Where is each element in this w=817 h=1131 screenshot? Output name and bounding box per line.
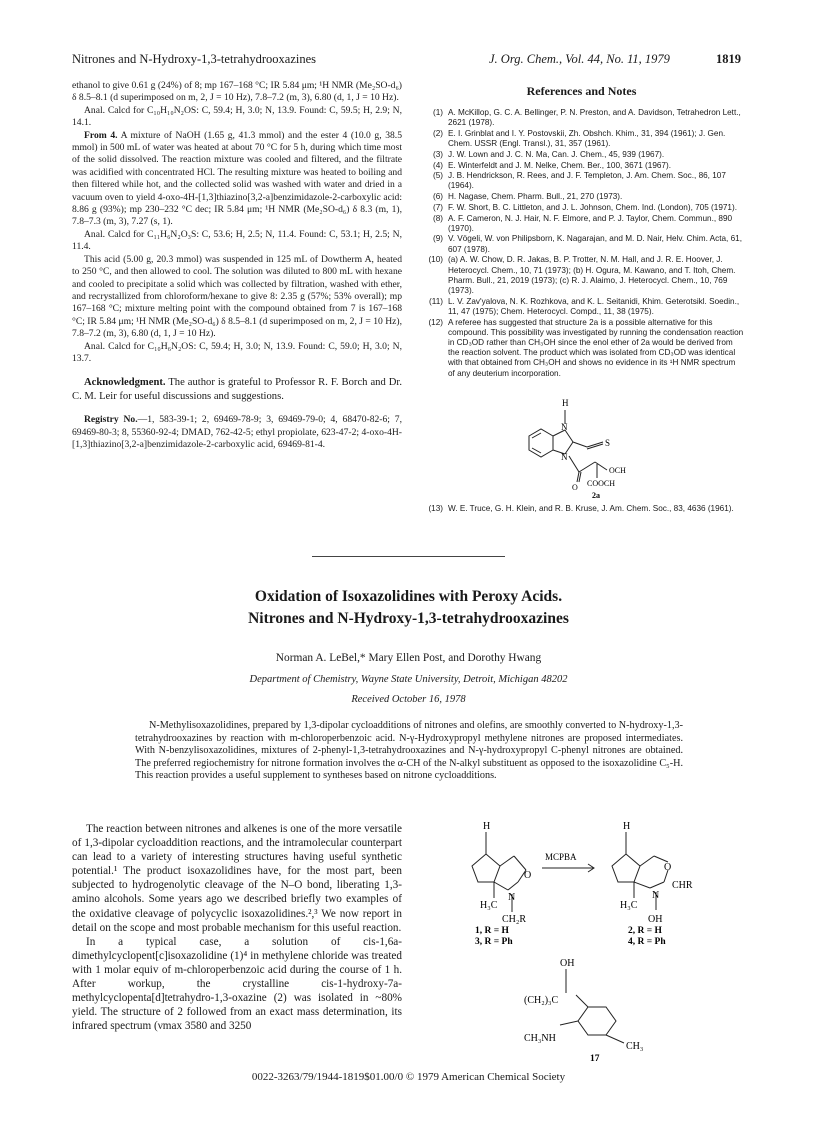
reference-item	[419, 255, 744, 296]
paragraph: ethanol to give 0.61 g (24%) of 8; mp 167–168 °C; IR 5.84 μm; ¹H NMR (Me₂SO-d₆) δ 8.5–8.1 (d superimposed on m, 2, J = 10 Hz), 7.8–7.2 (m, 3), 6.80 (d, 1, J = 10 Hz).	[72, 80, 402, 104]
reference-text: W. E. Truce, G. H. Klein, and R. B. Kruse, J. Am. Chem. Soc., 83, 4636 (1961).	[448, 504, 734, 513]
compound-label: 1, R = H	[475, 926, 509, 936]
references-section	[419, 80, 744, 379]
group-label: H₃C	[480, 900, 498, 911]
run-in-heading: From 4.	[84, 129, 118, 141]
reagent-label: MCPBA	[545, 852, 577, 862]
structure-2a-diagram	[517, 392, 677, 500]
page-number: 1819	[716, 52, 741, 66]
reference-number: (9)	[432, 234, 443, 244]
group-label: OH	[648, 914, 663, 925]
reference-text: J. W. Lown and J. C. N. Ma, Can. J. Chem., 45, 939 (1967).	[448, 149, 665, 159]
group-label: COOCH	[587, 479, 616, 488]
registry-text: —1, 583-39-1; 2, 69469-78-9; 3, 69469-79-0; 4, 68470-82-6; 7, 69469-80-3; 8, 55360-92-4; DMAD, 762-42-5; ethyl propiolate, 623-47-2; 4-oxo-4H-[1,3]thiazino[3,2-a]benzimidazole-2-carboxylic acid, 69469-81-4.	[72, 414, 402, 451]
running-head-title: Nitrones and N-Hydroxy-1,3-tetrahydrooxazines	[72, 52, 317, 66]
group-label: (CH₂)₃C	[524, 995, 559, 1006]
compound-label: 2a	[592, 491, 600, 500]
group-label: CH₂R	[502, 914, 527, 925]
paragraph-text: A mixture of NaOH (1.65 g, 41.3 mmol) and the ester 4 (10.0 g, 38.5 mmol) in 500 mL of water was heated at about 70 °C for 5 h, during which time most of the solid dissolved. The reaction mixture was cooled and filtered, and the filtrate was acidified with concentrated HCl. The resulting mixture was heated to boiling and then filtered while hot, and the collected solid was washed with water and dried in a vacuum oven to yield 4-oxo-4H-[1,3]thiazino[3,2-a]benzimidazole-2-carboxylic acid: 8.86 g (93%); mp 230–232 °C dec; IR 5.84 μm; ¹H NMR (Me₂SO-d₆) δ 8.3 (m, 1), 7.8–7.3 (m, 3), 7.27 (s, 1).	[72, 129, 403, 228]
cyclopentane-ring-left	[472, 854, 500, 882]
paragraph: The reaction between nitrones and alkenes is one of the more versatile of 1,3-dipolar cycloaddition reactions, and the intramolecular counterpart can lead to a variety of interesting structures having useful synthetic potential.¹ The product isoxazolidines have, for the most part, been subjected to hydrogenolytic cleavage of the N–O bond, liberating 1,3-amino alcohols. Some years ago we described briefly two examples of the oxidative cleavage of polycyclic isoxazolidines.²,³ We now report in detail on the scope and most probable mechanism for this useful reaction.	[72, 823, 402, 934]
article-body	[72, 822, 402, 1033]
authors: Norman A. LeBel,* Mary Ellen Post, and Dorothy Hwang	[275, 652, 542, 664]
article-title-line2: Nitrones and N-Hydroxy-1,3-tetrahydrooxazines	[248, 610, 569, 627]
reference-number: (6)	[432, 192, 443, 202]
registry-numbers	[72, 414, 402, 451]
reference-text: A. McKillop, G. C. A. Bellinger, P. N. Preston, and A. Davidson, Tetrahedron Lett., 2621 (1978).	[448, 108, 741, 128]
reference-text: L. V. Zav'yalova, N. K. Rozhkova, and K. L. Seitanidi, Khim. Geterotsikl. Soedin., 11, 47 (1975); Chem. Heterocycl. Compd., 11, 38 (1975).	[448, 296, 740, 316]
article-divider	[312, 556, 505, 557]
paragraph: Anal. Calcd for C₁₀H₆N₂OS: C, 59.4; H, 3.0; N, 13.9. Found: C, 59.0; H, 3.0; N, 13.7.	[72, 340, 402, 364]
running-head-journal: J. Org. Chem., Vol. 44, No. 11, 1979	[489, 52, 670, 66]
atom-label: N	[508, 892, 516, 903]
reference-text: H. Nagase, Chem. Pharm. Bull., 21, 270 (1973).	[448, 192, 623, 202]
group-label: H₃C	[620, 900, 638, 911]
compound-label: 3, R = Ph	[475, 937, 513, 946]
acknowledgment-text: The author is grateful to Professor R. F. Borch and Dr. C. M. Leir for useful discussions and suggestions.	[72, 377, 402, 403]
reference-text: E. I. Grinblat and I. Y. Postovskii, Zh. Obshch. Khim., 31, 394 (1961); J. Gen. Chem. USSR (Engl. Transl.), 31, 357 (1961).	[448, 128, 726, 149]
received-date: Received October 16, 1978	[351, 694, 466, 705]
atom-label: O	[572, 483, 578, 492]
run-in-heading: Acknowledgment.	[84, 377, 166, 389]
compound-label: 17	[590, 1054, 600, 1064]
reference-number: (4)	[432, 160, 443, 170]
atom-label: S	[605, 438, 611, 448]
compound-label: 4, R = Ph	[628, 937, 666, 946]
atom-label: N	[561, 452, 568, 462]
reference-number: (13)	[428, 504, 443, 513]
group-label: OH	[560, 958, 575, 969]
atom-label: O	[664, 862, 672, 873]
paragraph: This acid (5.00 g, 20.3 mmol) was suspended in 125 mL of Dowtherm A, heated to 250 °C, and then allowed to cool. The solution was diluted to 800 mL with hexane and cooled to precipitate a solid which was collected by filtration, washed with ether, and recrystallized from chloroform/hexane to give 8: 2.35 g (57%; 53% overall); mp 167–168 °C; mixture melting point with the compound obtained from 7 is 167–168 °C; IR 5.84 μm; ¹H NMR (Me₂SO-d₆) δ 8.5–8.1 (d superimposed on m, 2, J = 10 Hz), 7.8–7.2 (m, 3), 6.80 (d, 1, J = 10 Hz).	[72, 253, 402, 340]
reference-number: (1)	[432, 108, 443, 117]
reference-item	[419, 150, 744, 160]
reference-number: (7)	[432, 202, 443, 212]
compound-label: 2, R = H	[628, 926, 662, 936]
affiliation: Department of Chemistry, Wayne State University, Detroit, Michigan 48202	[249, 674, 568, 685]
reference-text: A. F. Cameron, N. J. Hair, N. F. Elmore, and P. J. Taylor, Chem. Commun., 890 (1970).	[448, 213, 733, 233]
paragraph: In a typical case, a solution of cis-1,6a-dimethylcyclopent[c]isoxazolidine (1)⁴ in methylene chloride was treated with 1 molar equiv of m-chloroperbenzoic acid during the course of 1 h. After workup, the crystalline cis-1-hydroxy-7a-methylcyclopenta[d]tetrahydro-1,3-oxazine (2) was isolated in ~80% yield. The structure of 2 followed from an exact mass determination, its infrared spectrum (νmax 3580 and 3250	[72, 935, 402, 1033]
copyright-footer: 0022-3263/79/1944-1819$01.00/0 © 1979 American Chemical Society	[251, 1071, 566, 1083]
group-label: CH₃NH	[524, 1033, 556, 1044]
reference-item	[419, 203, 744, 213]
cyclohexane-ring	[578, 1007, 616, 1035]
atom-label: O	[524, 870, 532, 881]
reference-item	[419, 318, 744, 379]
reference-list	[419, 108, 744, 379]
reference-number: (2)	[432, 128, 443, 138]
reference-number: (12)	[428, 317, 443, 327]
reference-text: E. Winterfeldt and J. M. Nelke, Chem. Ber., 100, 3671 (1967).	[448, 160, 671, 170]
reference-item	[419, 234, 744, 254]
article-title-line1: Oxidation of Isoxazolidines with Peroxy Acids.	[254, 588, 563, 605]
reference-text: A referee has suggested that structure 2a is a possible alternative for this compound. This possibility was investigated by running the condensation reaction in CD₃OD rather than CH₃OH since the enol ether of 2a would be derived from the reaction solvent. The product which was isolated from CD₃OD was identical with that obtained from CH₃OH and shows no evidence in its ¹H NMR spectrum of any deuterium incorporation.	[448, 317, 744, 378]
run-in-heading: Registry No.	[84, 414, 138, 426]
reference-number: (5)	[432, 171, 443, 181]
reference-item	[419, 161, 744, 171]
paragraph: Anal. Calcd for C₁₁H₆N₂O₃S: C, 53.6; H, 2.5; N, 11.4. Found: C, 53.1; H, 2.5; N, 11.4.	[72, 228, 402, 253]
previous-article-experimental	[72, 80, 402, 452]
reference-number: (3)	[432, 149, 443, 159]
reference-item	[419, 297, 744, 317]
reference-item	[419, 129, 744, 149]
atom-label: H	[483, 821, 491, 832]
paragraph: Anal. Calcd for C₁₀H₁₀N₂OS: C, 59.4; H, 3.0; N, 13.9. Found: C, 59.5; H, 2.9; N, 14.1.	[72, 104, 402, 129]
reference-item	[419, 504, 744, 514]
atom-label: N	[652, 890, 660, 901]
references-heading: References and Notes	[526, 84, 637, 98]
paragraph	[72, 130, 402, 229]
reference-number: (8)	[432, 213, 443, 223]
reference-number: (11)	[429, 296, 443, 306]
reference-text: J. B. Hendrickson, R. Rees, and J. F. Templeton, J. Am. Chem. Soc., 86, 107 (1964).	[448, 171, 726, 191]
reference-text: V. Vögeli, W. von Philipsborn, K. Nagarajan, and M. D. Nair, Helv. Chim. Acta, 61, 607 (1978).	[448, 234, 742, 254]
structure-17-diagram	[520, 955, 700, 1065]
reference-text: F. W. Short, B. C. Littleton, and J. L. Johnson, Chem. Ind. (London), 705 (1971).	[448, 202, 737, 212]
abstract: N-Methylisoxazolidines, prepared by 1,3-dipolar cycloadditions of nitrones and olefins, are smoothly converted to N-hydroxy-1,3-tetrahydrooxazines by reaction with m-chloroperbenzoic acid. N-γ-Hydroxypropyl methylene nitrones are proposed intermediates. With N-benzylisoxazolidines, mixtures of 2-phenyl-1,3-tetrahydrooxazines and N-γ-hydroxypropyl C-phenyl nitrones are obtained. The preferred regiochemistry for nitrone formation involves the α-CH of the N-alkyl substituent as opposed to the isoxazolidine C₅-H. This reaction provides a useful supplement to syntheses based on nitrone cycloadditions.	[135, 720, 683, 782]
reference-13	[419, 504, 744, 515]
reference-item	[419, 214, 744, 234]
atom-label: H	[623, 821, 631, 832]
reference-text: (a) A. W. Chow, D. R. Jakas, B. P. Trotter, N. M. Hall, and J. R. E. Hoover, J. Heterocycl. Chem., 10, 71 (1973); (b) H. Ogura, M. Kawano, and T. Itoh, Chem. Pharm. Bull., 21, 2019 (1973); (c) R. J. Alaimo, J. Heterocycl. Chem., 10, 769 (1973).	[448, 255, 736, 295]
atom-label: N	[561, 422, 568, 432]
reference-item	[419, 171, 744, 191]
acknowledgment	[72, 376, 402, 404]
group-label: CHR	[672, 880, 693, 891]
group-label: OCH	[609, 466, 626, 475]
oxidation-scheme	[450, 818, 750, 946]
group-label: CH₃	[626, 1041, 644, 1052]
reference-item	[419, 108, 744, 128]
reference-item	[419, 192, 744, 202]
atom-label: H	[562, 398, 569, 408]
reference-number: (10)	[428, 255, 443, 265]
cyclopentane-ring-right	[612, 854, 640, 882]
